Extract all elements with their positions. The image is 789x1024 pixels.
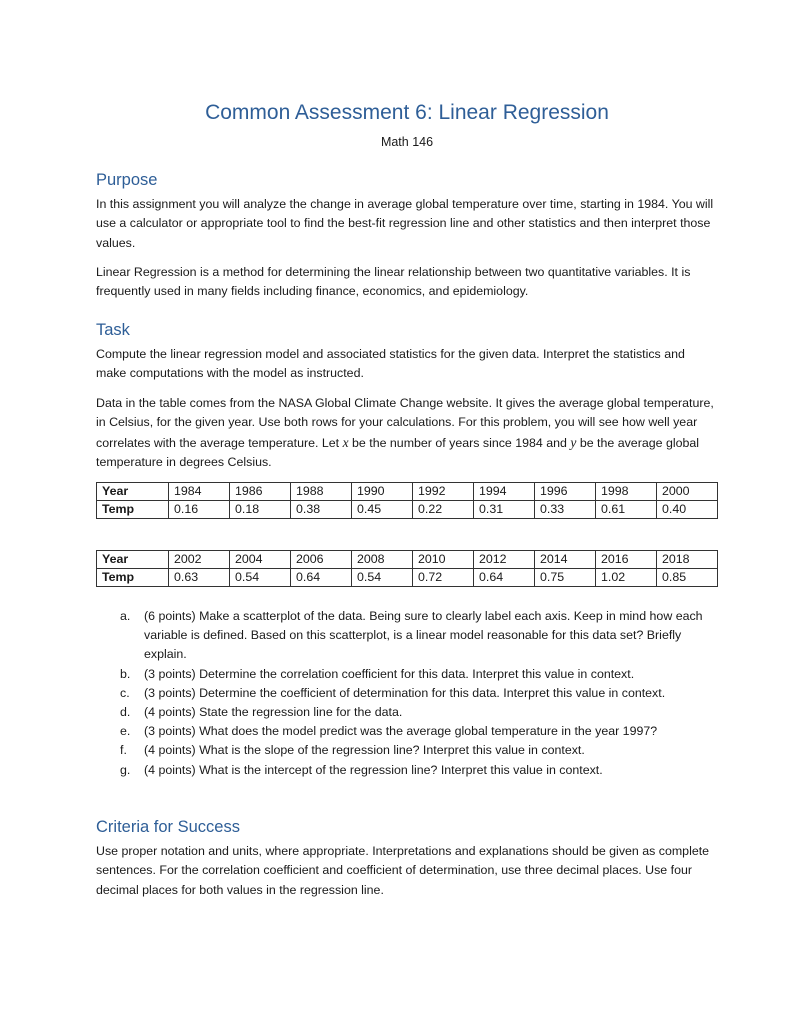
table-cell: 1984 [169, 483, 230, 501]
list-marker: d. [120, 705, 131, 720]
list-marker: c. [120, 685, 130, 700]
table-header-year: Year [97, 551, 169, 569]
list-item [96, 684, 718, 703]
variable-x: x [342, 434, 349, 450]
table-cell: 2012 [474, 551, 535, 569]
task-paragraph-1: Compute the linear regression model and associated statistics for the given data. Interpret the statistics and make computations with the model as instructed. [96, 347, 685, 381]
table-cell: 0.45 [352, 501, 413, 519]
question-text: (3 points) Determine the coefficient of determination for this data. Interpret this value in context. [144, 685, 666, 700]
table-cell: 0.54 [230, 569, 291, 587]
list-item [96, 703, 718, 722]
table-cell: 0.33 [535, 501, 596, 519]
data-table-1 [96, 482, 718, 519]
table-cell: 0.72 [413, 569, 474, 587]
table-cell: 0.85 [657, 569, 718, 587]
table-cell: 1.02 [596, 569, 657, 587]
list-item [96, 741, 718, 760]
list-marker: a. [120, 609, 131, 623]
table-cell: 0.18 [230, 501, 291, 519]
purpose-paragraph-1: In this assignment you will analyze the change in average global temperature over time, starting in 1984. You will use a calculator or appropriate tool to find the best-fit regression line and other statistics and then interpret those values. [96, 197, 714, 250]
table-cell: 2006 [291, 551, 352, 569]
table-cell: 0.16 [169, 501, 230, 519]
task-paragraph-2 [96, 394, 718, 473]
table-cell: 2008 [352, 551, 413, 569]
table-cell: 0.75 [535, 569, 596, 587]
criteria-heading: Criteria for Success [96, 818, 240, 836]
table-cell: 1988 [291, 483, 352, 501]
question-text: (3 points) Determine the correlation coefficient for this data. Interpret this value in context. [144, 666, 635, 681]
table-cell: 0.40 [657, 501, 718, 519]
question-text: (4 points) State the regression line for the data. [144, 705, 403, 720]
variable-y: y [570, 434, 577, 450]
task-paragraph-2-part-b: be the number of years since 1984 and [348, 435, 571, 450]
data-table-2 [96, 550, 718, 587]
table-cell: 1990 [352, 483, 413, 501]
table-cell: 0.54 [352, 569, 413, 587]
task-paragraph-2-part-c: be the average global temperature in degrees Celsius. [96, 435, 700, 470]
table-cell: 2000 [657, 483, 718, 501]
list-item [96, 722, 718, 741]
page-subtitle: Math 146 [380, 135, 434, 149]
table-cell: 2018 [657, 551, 718, 569]
table-row-year [97, 483, 718, 501]
task-heading: Task [96, 321, 130, 339]
table-cell: 0.64 [291, 569, 352, 587]
list-marker: f. [120, 743, 127, 758]
question-text: (6 points) Make a scatterplot of the data. Being sure to clearly label each axis. Keep in mind how each variable is defined. Based on this scatterplot, is a linear model reasonable for this data set? Briefly explain. [144, 609, 703, 662]
table-cell: 0.22 [413, 501, 474, 519]
question-list [96, 607, 718, 780]
page-title: Common Assessment 6: Linear Regression [205, 101, 609, 124]
list-marker: e. [120, 724, 131, 739]
list-item [96, 761, 718, 780]
table-header-year: Year [97, 483, 169, 501]
table-cell: 0.31 [474, 501, 535, 519]
table-cell: 1996 [535, 483, 596, 501]
table-cell: 0.38 [291, 501, 352, 519]
question-text: (4 points) What is the slope of the regression line? Interpret this value in context. [144, 743, 585, 758]
table-cell: 0.61 [596, 501, 657, 519]
list-marker: b. [120, 666, 131, 681]
question-text: (4 points) What is the intercept of the regression line? Interpret this value in context. [144, 762, 603, 777]
criteria-paragraph: Use proper notation and units, where appropriate. Interpretations and explanations should be given as complete sentences. For the correlation coefficient and coefficient of determination, use three decimal places. Use four decimal places for both values in the regression line. [96, 844, 710, 897]
table-cell: 2016 [596, 551, 657, 569]
table-cell: 1994 [474, 483, 535, 501]
list-marker: g. [120, 762, 131, 777]
table-cell: 2014 [535, 551, 596, 569]
table-row-temp [97, 501, 718, 519]
table-cell: 0.64 [474, 569, 535, 587]
purpose-heading: Purpose [96, 171, 158, 189]
table-cell: 1986 [230, 483, 291, 501]
list-item [96, 665, 718, 684]
table-cell: 2002 [169, 551, 230, 569]
table-header-temp: Temp [97, 501, 169, 519]
table-row-temp [97, 569, 718, 587]
table-row-year [97, 551, 718, 569]
table-header-temp: Temp [97, 569, 169, 587]
table-cell: 0.63 [169, 569, 230, 587]
question-text: (3 points) What does the model predict was the average global temperature in the year 1997? [144, 724, 658, 739]
table-cell: 2004 [230, 551, 291, 569]
table-cell: 1992 [413, 483, 474, 501]
list-item [96, 607, 718, 665]
task-paragraph-2-part-a: Data in the table comes from the NASA Global Climate Change website. It gives the average global temperature, in Celsius, for the given year. Use both rows for your calculations. For this problem, you will see how well year correlates with the average temperature. Let [96, 396, 714, 450]
purpose-paragraph-2: Linear Regression is a method for determining the linear relationship between two quantitative variables. It is frequently used in many fields including finance, economics, and epidemiology. [96, 265, 691, 299]
table-cell: 1998 [596, 483, 657, 501]
table-cell: 2010 [413, 551, 474, 569]
